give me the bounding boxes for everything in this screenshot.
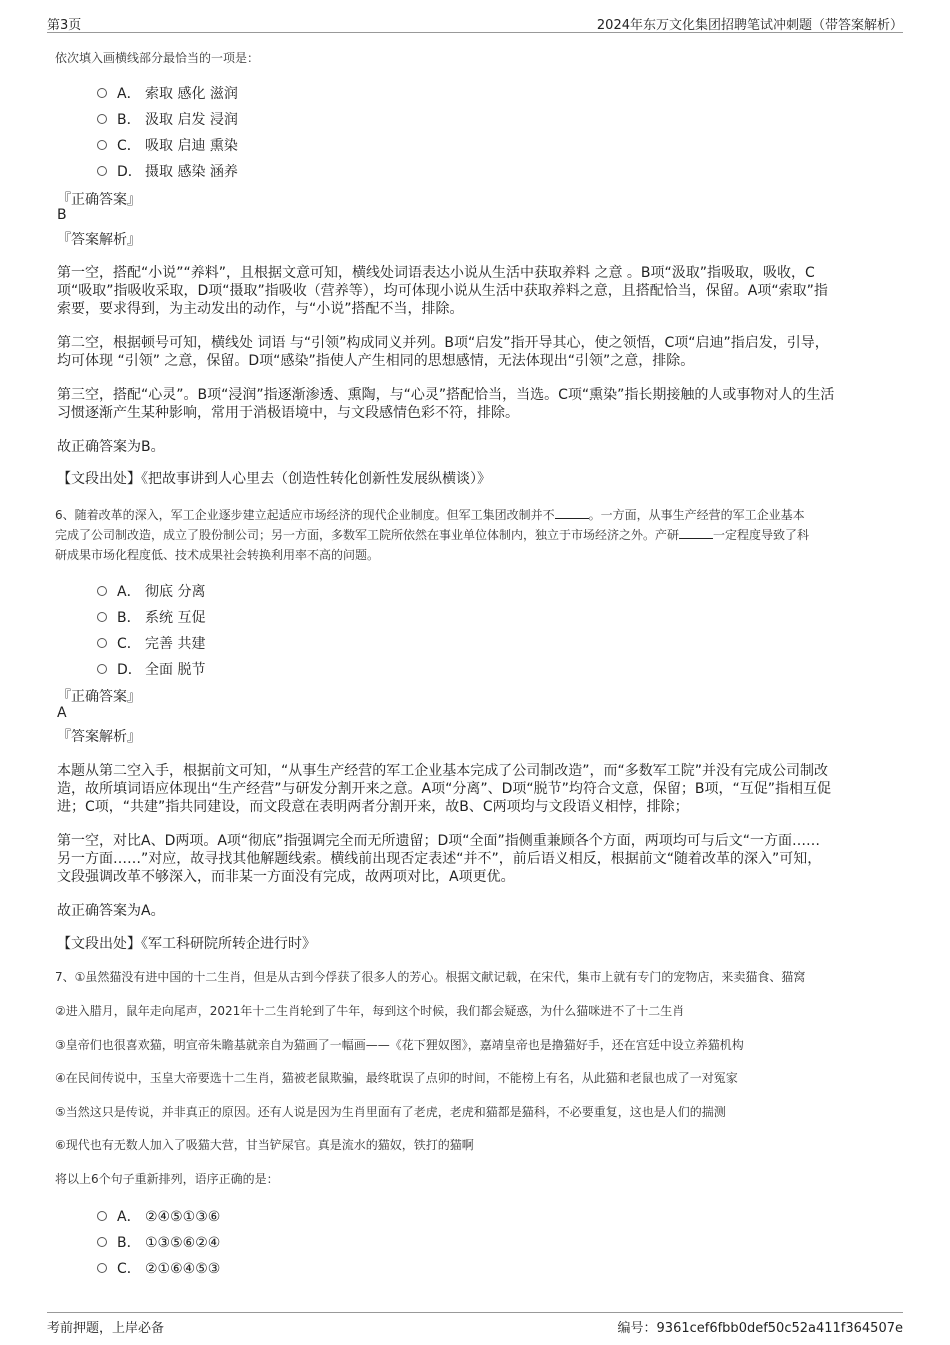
analysis-line: 索要，要求得到，为主动发出的动作，与“小说”搭配不当，排除。 [57,301,464,317]
analysis-line: 项“吸取”指吸收采取，D项“摄取”指吸收（营养等），均可体现小说从生活中获取养料之意，且搭配恰当，保留。A项“索取”指 [57,283,828,299]
radio-icon[interactable] [97,114,107,124]
analysis-label: 『答案解析』 [57,232,141,248]
analysis-line: 本题从第二空入手，根据前文可知，“从事生产经营的军工企业基本完成了公司制改造”，而“多数军工院”并没有完成公司制改 [57,763,829,779]
q5-option-d[interactable]: D． 摄取 感染 涵养 [97,161,238,181]
q7-sentence: 7、①虽然猫没有进中国的十二生肖，但是从古到今俘获了很多人的芳心。根据文献记载，在宋代，集市上就有专门的宠物店，来卖猫食、猫窝 [55,970,806,984]
q7-sentence: ⑤当然这只是传说，并非真正的原因。还有人说是因为生肖里面有了老虎，老虎和猫都是猫科，不必要重复，这也是人们的揣测 [55,1105,726,1119]
page-header [47,12,903,33]
q7-sentence: ③皇帝们也很喜欢猫，明宣帝朱瞻基就亲自为猫画了一幅画——《花下狸奴图》，嘉靖皇帝也是撸猫好手，还在宫廷中设立养猫机构 [55,1038,744,1052]
document-title: 2024年东万文化集团招聘笔试冲刺题（带答案解析） [596,18,903,33]
radio-icon[interactable] [97,612,107,622]
q5-stem: 依次填入画横线部分最恰当的一项是： [55,51,260,65]
answer-label: 『正确答案』 [57,192,141,208]
q7-option-c[interactable]: C． ②①⑥④⑤③ [97,1258,220,1278]
answer-label: 『正确答案』 [57,689,141,705]
analysis-line: 第三空，搭配“心灵”。B项“浸润”指逐渐渗透、熏陶，与“心灵”搭配恰当，当选。C项“熏染”指长期接触的人或事物对人的生活 [57,387,835,403]
radio-icon[interactable] [97,1263,107,1273]
radio-icon[interactable] [97,1237,107,1247]
q7-sentence: ②进入腊月，鼠年走向尾声，2021年十二生肖轮到了牛年，每到这个时候，我们都会疑惑，为什么猫咪进不了十二生肖 [55,1004,685,1018]
document-id: 编号：9361cef6fbb0def50c52a411f364507e [617,1321,903,1336]
radio-icon[interactable] [97,664,107,674]
q6-stem-line: 完成了公司制改造，成立了股份制公司；另一方面，多数军工院所依然在事业单位体制内，独立于市场经济之外。产研 一定程度导致了科 [55,528,810,542]
analysis-label: 『答案解析』 [57,729,141,745]
q7-option-a[interactable]: A． ②④⑤①③⑥ [97,1206,220,1226]
radio-icon[interactable] [97,1211,107,1221]
radio-icon[interactable] [97,140,107,150]
footer-slogan: 考前押题，上岸必备 [47,1321,165,1336]
q7-stem: 将以上6个句子重新排列，语序正确的是： [55,1172,279,1186]
analysis-line: 第二空，根据顿号可知，横线处 词语 与“引领”构成同义并列。B项“启发”指开导其心，使之领悟，C项“启迪”指启发，引导， [57,335,829,351]
q6-stem-line: 6、随着改革的深入，军工企业逐步建立起适应市场经济的现代企业制度。但军工集团改制并不 。一方面，从事生产经营的军工企业基本 [55,508,805,522]
radio-icon[interactable] [97,88,107,98]
q7-option-b[interactable]: B． ①③⑤⑥②④ [97,1232,220,1252]
radio-icon[interactable] [97,638,107,648]
analysis-conclusion: 故正确答案为B。 [57,439,165,455]
radio-icon[interactable] [97,166,107,176]
analysis-line: 第一空，搭配“小说”“养料”，且根据文意可知，横线处词语表达小说从生活中获取养料 之意 。B项“汲取”指吸取，吸收，C [57,265,815,281]
q6-option-b[interactable]: B． 系统 互促 [97,607,205,627]
answer-value: A [57,705,67,721]
q6-option-d[interactable]: D． 全面 脱节 [97,659,205,679]
analysis-line: 造，故所填词语应体现出“生产经营”与研发分割开来之意。A项“分离”、D项“脱节”均符合文意，保留；B项，“互促”指相互促 [57,781,831,797]
analysis-conclusion: 故正确答案为A。 [57,903,165,919]
analysis-line: 习惯逐渐产生某种影响，常用于消极语境中，与文段感情色彩不符，排除。 [57,405,519,421]
analysis-line: 均可体现 “引领” 之意，保留。D项“感染”指使人产生相同的思想感情，无法体现出“引领”之意，排除。 [57,353,695,369]
radio-icon[interactable] [97,586,107,596]
blank-line [679,526,713,539]
q5-option-a[interactable]: A． 索取 感化 滋润 [97,83,238,103]
page-footer [47,1312,903,1337]
q6-stem-line: 研成果市场化程度低、技术成果社会转换利用率不高的问题。 [55,548,380,562]
q7-sentence: ⑥现代也有无数人加入了吸猫大营，甘当铲屎官。真是流水的猫奴，铁打的猫啊 [55,1138,474,1152]
analysis-line: 文段强调改革不够深入，而非某一方面没有完成，故两项对比，A项更优。 [57,869,515,885]
q7-sentence: ④在民间传说中，玉皇大帝要选十二生肖，猫被老鼠欺骗，最终耽误了点卯的时间，不能榜上有名，从此猫和老鼠也成了一对冤家 [55,1071,738,1085]
page-number: 第3页 [47,18,82,33]
source-citation: 【文段出处】《把故事讲到人心里去（创造性转化创新性发展纵横谈）》 [57,471,491,487]
q6-option-a[interactable]: A． 彻底 分离 [97,581,205,601]
analysis-line: 第一空，对比A、D两项。A项“彻底”指强调完全而无所遗留；D项“全面”指侧重兼顾各个方面，两项均可与后文“一方面…… [57,833,820,849]
analysis-line: 进；C项，“共建”指共同建设，而文段意在表明两者分割开来，故B、C两项均与文段语义相悖，排除； [57,799,689,815]
q6-option-c[interactable]: C． 完善 共建 [97,633,205,653]
source-citation: 【文段出处】《军工科研院所转企进行时》 [57,936,316,952]
analysis-line: 另一方面……”对应，故寻找其他解题线索。横线前出现否定表述“并不”，前后语义相反，根据前文“随着改革的深入”可知， [57,851,822,867]
blank-line [555,506,589,519]
q5-option-c[interactable]: C． 吸取 启迪 熏染 [97,135,238,155]
q5-option-b[interactable]: B． 汲取 启发 浸润 [97,109,238,129]
answer-value: B [57,207,67,223]
